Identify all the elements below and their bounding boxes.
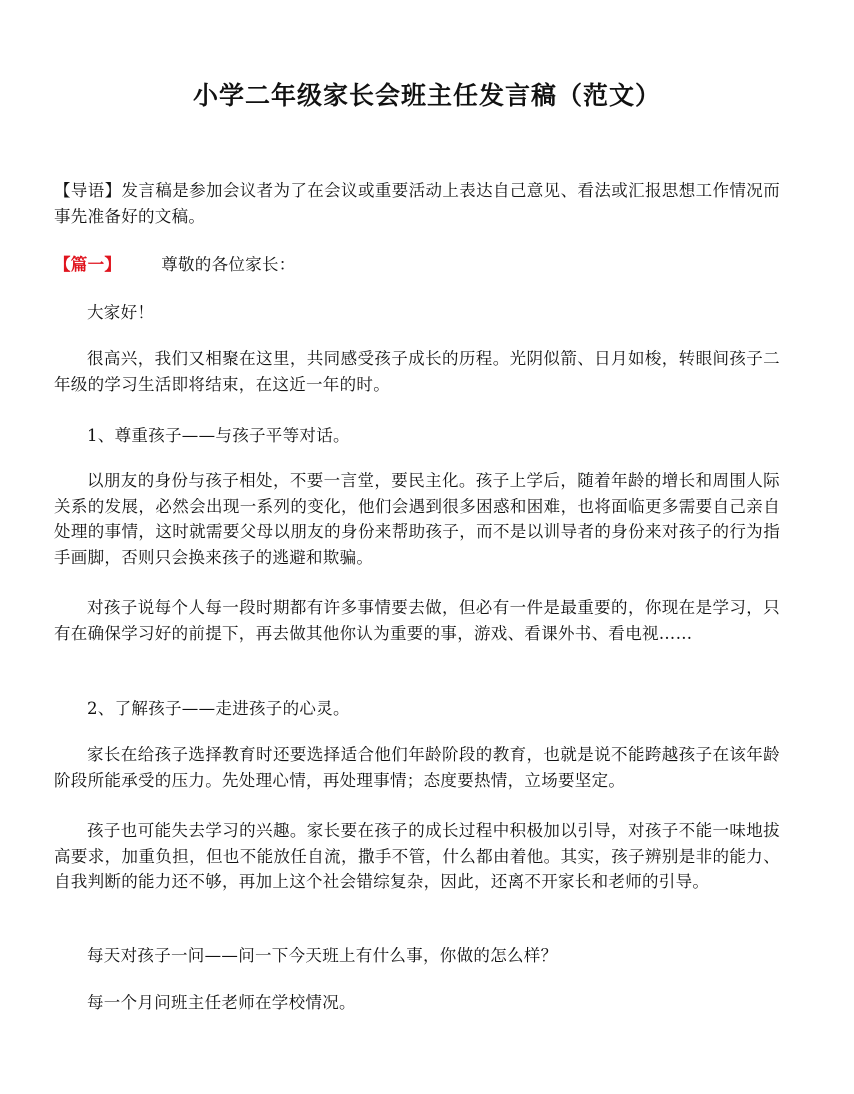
paragraph-body-1: 以朋友的身份与孩子相处，不要一言堂，要民主化。孩子上学后，随着年龄的增长和周围人际关系的发展，必然会出现一系列的变化，他们会遇到很多困惑和困难，也将面临更多需要自己亲自处理的事情，这时就需要父母以朋友的身份来帮助孩子，而不是以训导者的身份来对孩子的行为指手画脚，否则只会换来孩子的逃避和欺骗。 [54,471,780,567]
salutation: 尊敬的各位家长： [161,255,296,274]
paragraph-opening: 很高兴，我们又相聚在这里，共同感受孩子成长的历程。光阴似箭、日月如梭，转眼间孩子二年级的学习生活即将结束，在这近一年的时。 [54,349,780,394]
paragraph-heading-1: 1、尊重孩子——与孩子平等对话。 [87,426,350,445]
intro-text: 发言稿是参加会议者为了在会议或重要活动上表达自己意见、看法或汇报思想工作情况而事先准备好的文稿。 [54,181,780,226]
paragraph-body-2: 对孩子说每个人每一段时期都有许多事情要去做，但必有一件是最重要的，你现在是学习，只有在确保学习好的前提下，再去做其他你认为重要的事，游戏、看课外书、看电视…… [54,598,780,643]
paragraph-body-4: 孩子也可能失去学习的兴趣。家长要在孩子的成长过程中积极加以引导，对孩子不能一味地拔高要求，加重负担，但也不能放任自流，撒手不管，什么都由着他。其实，孩子辨别是非的能力、自我判断的能力还不够，再加上这个社会错综复杂，因此，还离不开家长和老师的引导。 [54,821,780,891]
page-title: 小学二年级家长会班主任发言稿（范文） [192,81,661,110]
paragraph-body-6: 每一个月问班主任老师在学校情况。 [87,993,356,1012]
paragraph-greeting: 大家好！ [87,303,155,322]
paragraph-heading-2: 2、了解孩子——走进孩子的心灵。 [87,699,350,718]
paragraph-body-5: 每天对孩子一问——问一下今天班上有什么事，你做的怎么样？ [87,946,558,965]
section-header [54,252,780,278]
section-tag: 【篇一】 [54,255,122,274]
intro-paragraph [54,178,780,229]
paragraph-body-3: 家长在给孩子选择教育时还要选择适合他们年龄阶段的教育，也就是说不能跨越孩子在该年龄阶段所能承受的压力。先处理心情，再处理事情；态度要热情，立场要坚定。 [54,745,780,790]
intro-tag: 【导语】 [54,181,122,200]
